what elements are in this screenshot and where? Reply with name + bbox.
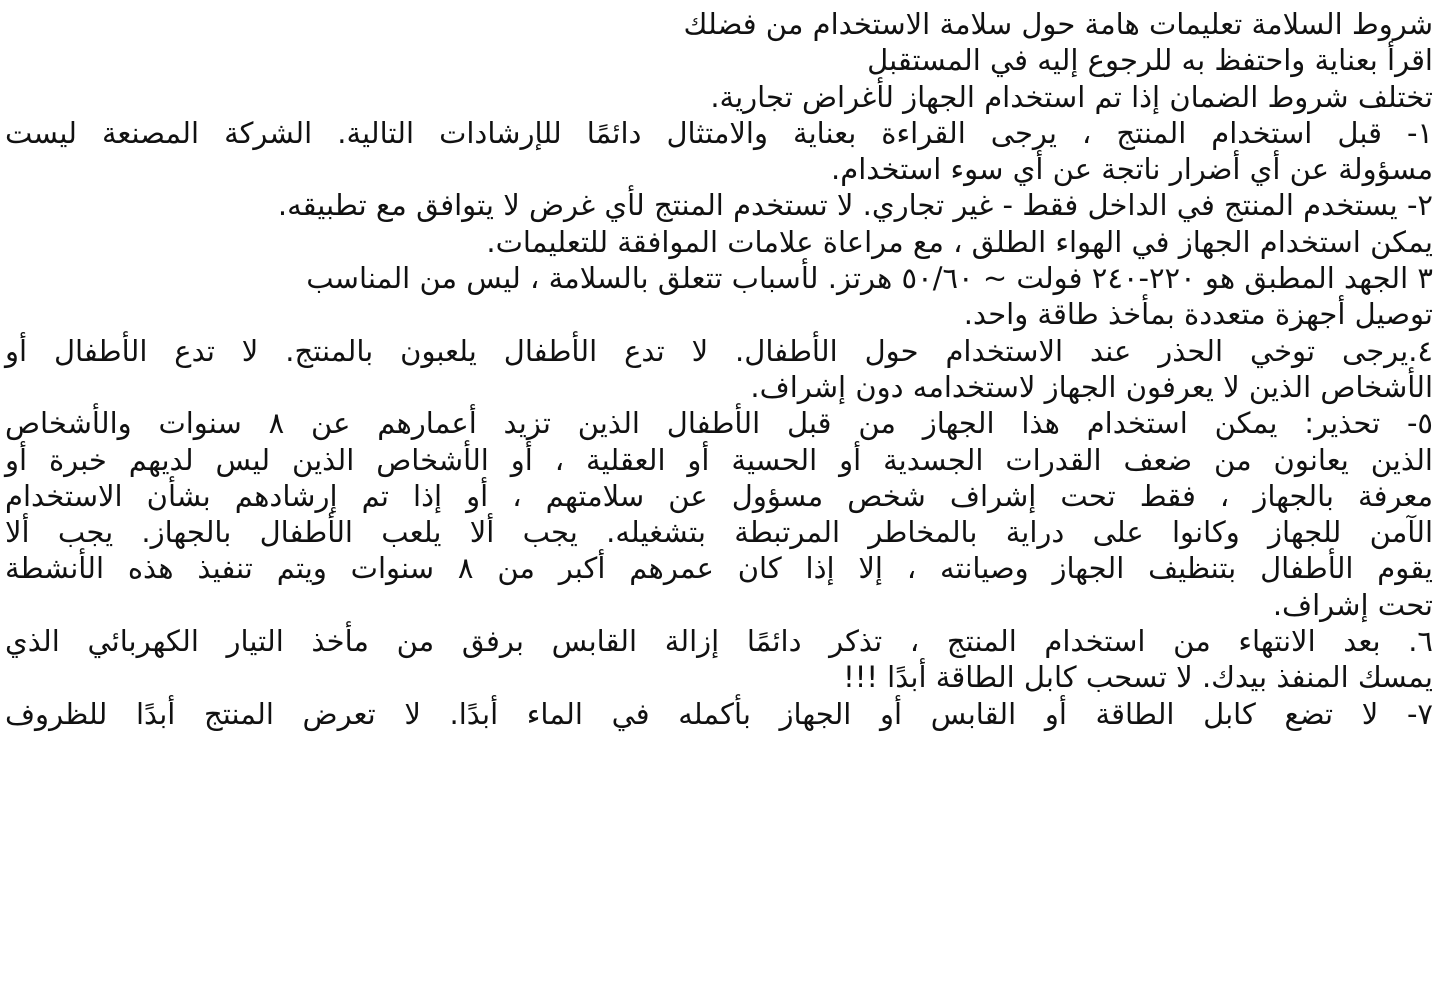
text-line: معرفة بالجهاز ، فقط تحت إشراف شخص مسؤول عن سلامتهم ، أو إذا تم إرشادهم بشأن الاستخدام xyxy=(5,478,1433,513)
text-line: اقرأ بعناية واحتفظ به للرجوع إليه في المستقبل xyxy=(867,43,1433,78)
text-line: يمكن استخدام الجهاز في الهواء الطلق ، مع مراعاة علامات الموافقة للتعليمات. xyxy=(486,224,1433,259)
text-line: تحت إشراف. xyxy=(1272,587,1433,622)
text-line: الآمن للجهاز وكانوا على دراية بالمخاطر المرتبطة بتشغيله. يجب ألا يلعب الأطفال بالجهاز. يجب ألا xyxy=(5,515,1433,550)
text-line: الذين يعانون من ضعف القدرات الجسدية أو الحسية أو العقلية ، أو الأشخاص الذين ليس لديهم خبرة أو xyxy=(5,442,1433,477)
text-line: ٥- تحذير: يمكن استخدام هذا الجهاز من قبل الأطفال الذين تزيد أعمارهم عن ٨ سنوات والأشخاص xyxy=(5,406,1433,441)
safety-instructions-text xyxy=(5,6,1433,732)
text-line: مسؤولة عن أي أضرار ناتجة عن أي سوء استخدام. xyxy=(831,152,1433,187)
text-line: يمسك المنفذ بيدك. لا تسحب كابل الطاقة أبدًا !!! xyxy=(843,660,1433,695)
text-line: تختلف شروط الضمان إذا تم استخدام الجهاز لأغراض تجارية. xyxy=(710,79,1433,114)
text-line: توصيل أجهزة متعددة بمأخذ طاقة واحد. xyxy=(963,297,1433,332)
text-line: ١- قبل استخدام المنتج ، يرجى القراءة بعناية والامتثال دائمًا للإرشادات التالية. الشركة المصنعة ليست xyxy=(5,115,1433,150)
text-line: ٧- لا تضع كابل الطاقة أو القابس أو الجهاز بأكمله في الماء أبدًا. لا تعرض المنتج أبدًا للظروف xyxy=(5,696,1433,731)
text-line: ٤.يرجى توخي الحذر عند الاستخدام حول الأطفال. لا تدع الأطفال يلعبون بالمنتج. لا تدع الأطفال أو xyxy=(5,333,1433,368)
text-line: ٦. بعد الانتهاء من استخدام المنتج ، تذكر دائمًا إزالة القابس برفق من مأخذ التيار الكهربائي الذي xyxy=(5,624,1433,659)
text-line: ٣ الجهد المطبق هو ٢٢٠-٢٤٠ فولت ~ ٥٠/٦٠ هرتز. لأسباب تتعلق بالسلامة ، ليس من المناسب xyxy=(306,261,1433,296)
text-line: الأشخاص الذين لا يعرفون الجهاز لاستخدامه دون إشراف. xyxy=(750,369,1433,404)
text-line: شروط السلامة تعليمات هامة حول سلامة الاستخدام من فضلك xyxy=(683,7,1433,41)
text-line: يقوم الأطفال بتنظيف الجهاز وصيانته ، إلا إذا كان عمرهم أكبر من ٨ سنوات ويتم تنفيذ هذه الأنشطة xyxy=(5,551,1433,586)
text-line: ٢- يستخدم المنتج في الداخل فقط - غير تجاري. لا تستخدم المنتج لأي غرض لا يتوافق مع تطبيقه. xyxy=(277,188,1433,223)
